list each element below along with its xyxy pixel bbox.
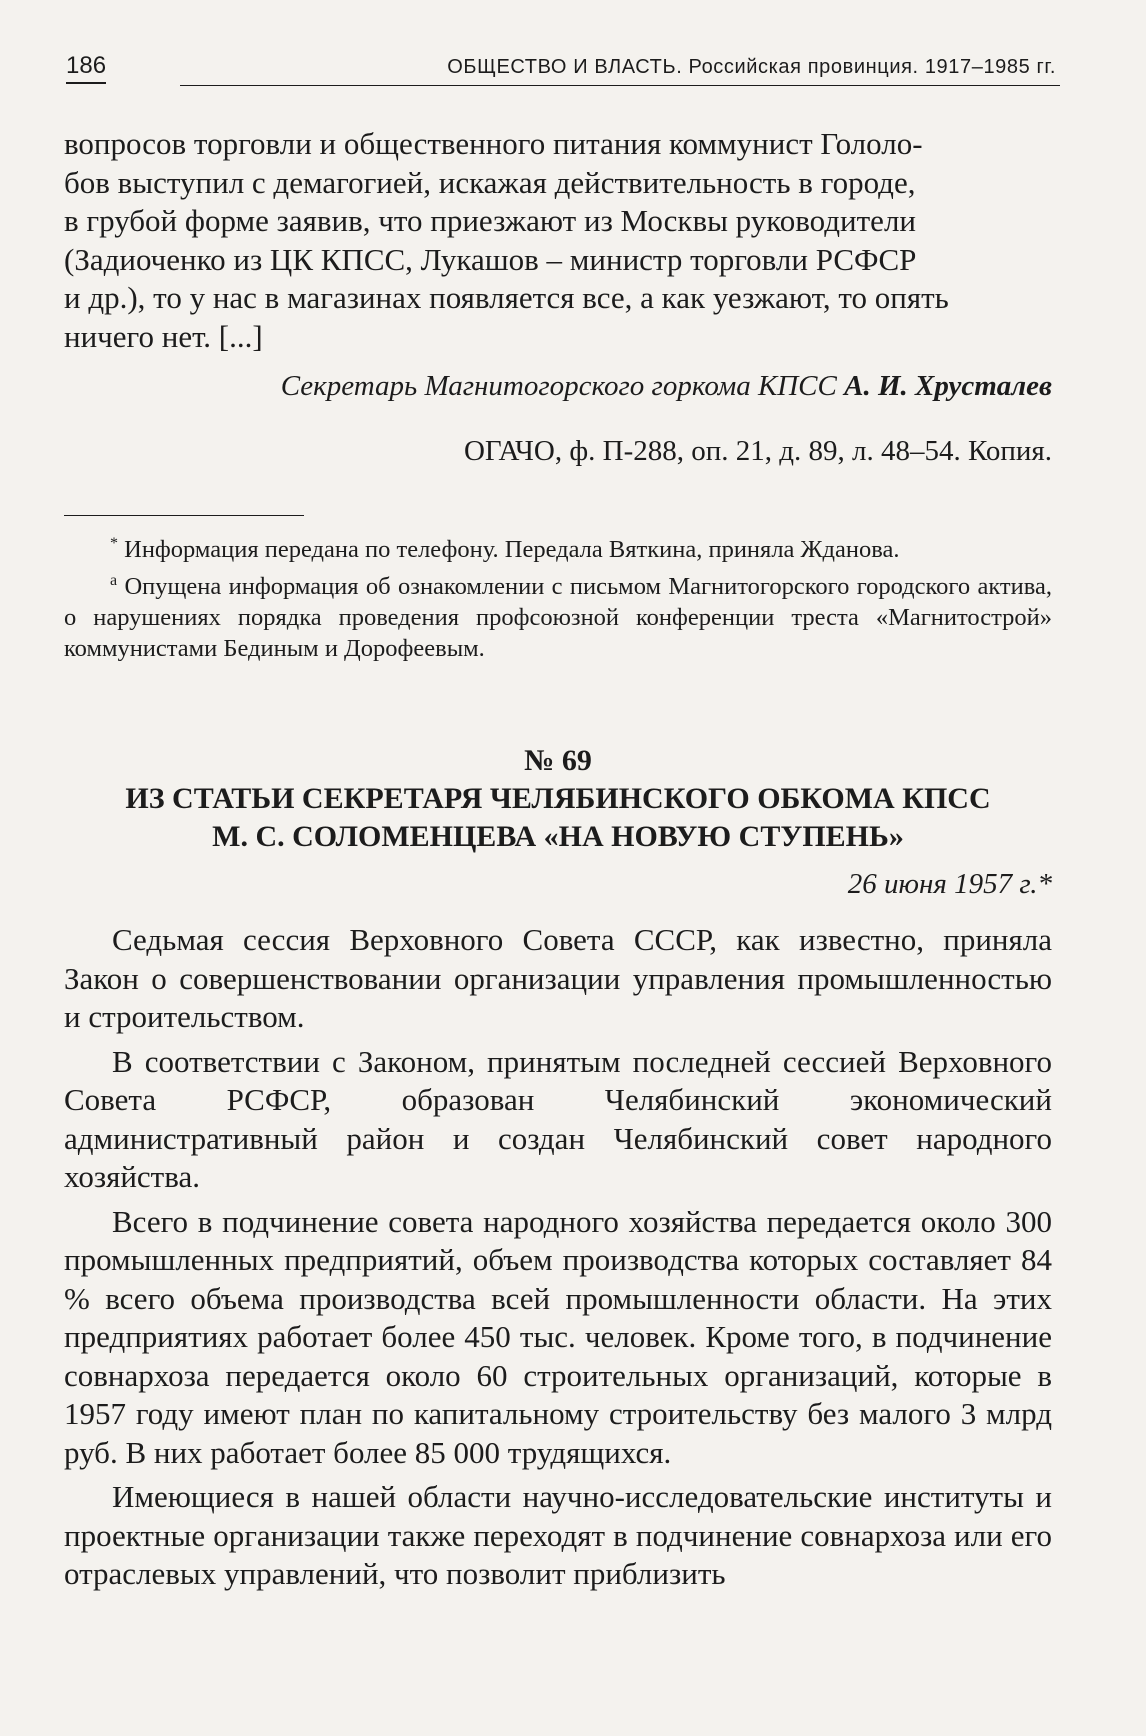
footnote — [64, 528, 1052, 565]
text-line: (Задиоченко из ЦК КПСС, Лукашов – министр торговли РСФСР — [64, 241, 917, 277]
archive-reference: ОГАЧО, ф. П-288, оп. 21, д. 89, л. 48–54. Копия. — [463, 435, 1052, 467]
running-header — [60, 48, 1060, 88]
header-rule — [180, 85, 1060, 86]
running-title: ОБЩЕСТВО И ВЛАСТЬ. Российская провинция. 1917–1985 гг. — [447, 56, 1056, 78]
signature — [281, 370, 1052, 403]
text-line: бов выступил с демагогией, искажая действительность в городе, — [64, 164, 916, 200]
article-text — [64, 921, 1052, 1600]
signature-position: Секретарь Магнитогорского горкома КПСС — [280, 370, 837, 402]
paragraph: В соответствии с Законом, принятым последней сессией Верховного Совета РСФСР, образован Челябинский экономический административный район и создан Челябинский совет народного хозяйства. — [64, 1043, 1052, 1194]
page-number: 186 — [66, 52, 106, 84]
paragraph: Седьмая сессия Верховного Совета СССР, как известно, приняла Закон о совершенствовании организации управления промышленностью и строительством. — [64, 922, 1052, 1034]
footnotes — [64, 528, 1052, 664]
text-line: в грубой форме заявив, что приезжают из Москвы руководители — [64, 203, 917, 238]
footnote-text: Информация передана по телефону. Передала Вяткина, приняла Жданова. — [124, 536, 900, 564]
intro-text — [64, 125, 1052, 356]
footnote-marker: * — [110, 535, 118, 552]
title-line: М. С. СОЛОМЕНЦЕВА «НА НОВУЮ СТУПЕНЬ» — [212, 820, 904, 853]
footnote-marker: а — [110, 572, 118, 590]
document-number: № 69 — [524, 744, 592, 777]
text-line: вопросов торговли и общественного питания коммунист Гололо- — [64, 126, 923, 161]
signature-name: А. И. Хрусталев — [844, 370, 1052, 402]
text-line: и др.), то у нас в магазинах появляется все, а как уезжают, то опять — [64, 280, 949, 315]
document-title — [64, 780, 1052, 856]
footnote — [64, 565, 1052, 664]
paragraph: Имеющиеся в нашей области научно-исследовательские институты и проектные организации также переходят в подчинение совнархоза или его отраслевых управлений, что позволит приблизить — [64, 1479, 1052, 1591]
footnote-divider — [64, 515, 304, 516]
document-date: 26 июня 1957 г.* — [847, 868, 1052, 900]
text-line: ничего нет. [...] — [64, 318, 263, 354]
footnote-text: Опущена информация об ознакомлении с письмом Магнитогорского городского актива, о нарушениях порядка проведения профсоюзной конференции треста «Магнитострой» коммунистами Бединым и Дорофеевым. — [64, 573, 1052, 663]
paragraph: Всего в подчинение совета народного хозяйства передается около 300 промышленных предприятий, объем производства которых составляет 84 % всего объема производства всей промышленности области. На этих предприятиях работает более 450 тыс. человек. Кроме того, в подчинение совнархоза передается около 60 строительных организаций, которые в 1957 году имеют план по капитальному строительству без малого 3 млрд руб. В них работает более 85 000 трудящихся. — [64, 1203, 1052, 1470]
title-line: ИЗ СТАТЬИ СЕКРЕТАРЯ ЧЕЛЯБИНСКОГО ОБКОМА КПСС — [125, 782, 991, 815]
